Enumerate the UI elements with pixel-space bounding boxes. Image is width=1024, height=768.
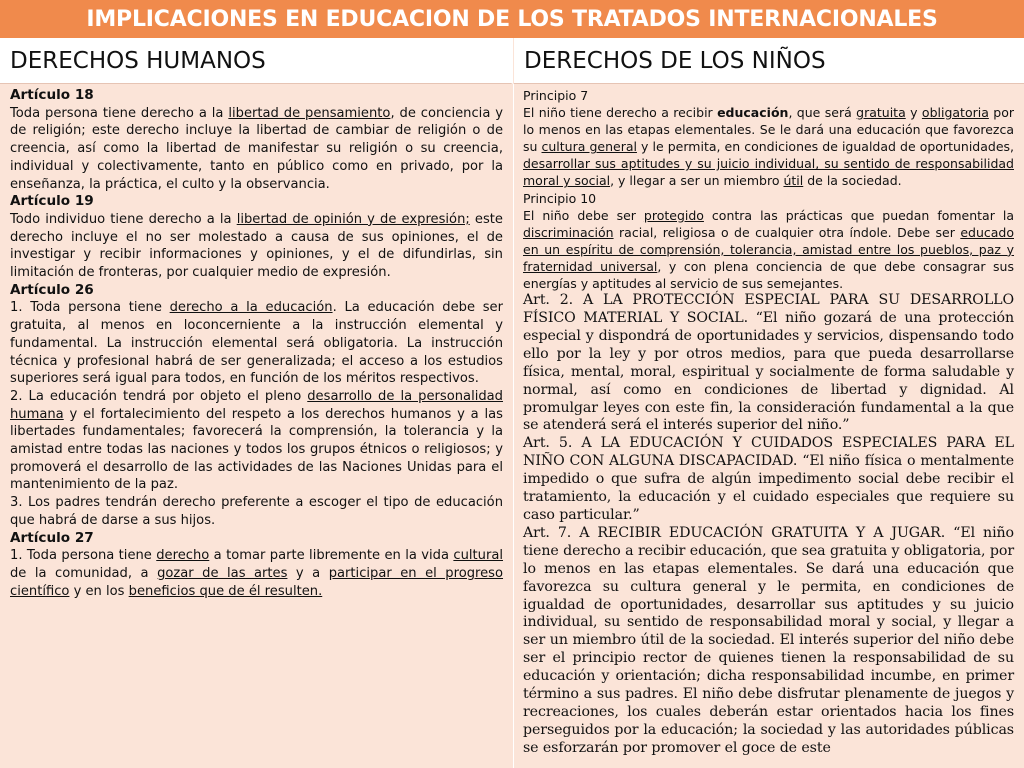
principio-10-text-part: El niño debe ser	[523, 207, 644, 223]
principio-7-text-part: de la sociedad.	[803, 173, 902, 189]
article-19-text	[10, 211, 503, 282]
derechos-humanos-column	[0, 84, 513, 768]
article-19-text-part: este derecho incluye el no ser molestado a causa de sus opiniones, el de investigar y recibir informaciones y opiniones, y el de difundirlas, sin limitación de fronteras, por cualquier medio de expresión.	[10, 211, 503, 281]
principio-7-underlined: útil	[783, 173, 804, 189]
principio-10-underlined: protegido	[643, 207, 704, 223]
principio-10-underlined: discriminación	[523, 224, 614, 240]
article-26-title: Artículo 26	[10, 281, 94, 298]
article-26-underlined: derecho a la educación	[169, 300, 333, 316]
principio-7-title: Principio 7	[523, 88, 589, 103]
article-26-text-part: 2. La educación tendrá por objeto el pleno	[10, 388, 308, 404]
article-19-title: Artículo 19	[10, 193, 94, 210]
article-26-text-part: y el fortalecimiento del respeto a los derechos humanos y a las libertades fundamentales; favorecerá la comprensión, la tolerancia y la amistad entre todas las naciones y todos los grupos étnicos o religiosos; y promoverá el desarrollo de las actividades de las Naciones Unidas para el mantenimiento de la paz.	[10, 406, 503, 493]
article-27-underlined: derecho	[156, 548, 210, 564]
principio-7-underlined: gratuita	[856, 105, 906, 121]
principio-10-text-part: , y con plena conciencia de que debe consagrar sus energías y aptitudes al servicio de sus semejantes.	[523, 258, 1014, 292]
principio-7-underlined: desarrollar sus aptitudes y su juicio individual, su sentido de responsabilidad moral y social	[523, 156, 1014, 189]
principio-7-text-part: y	[905, 105, 922, 121]
article-26-text-part: . La educación debe ser gratuita, al menos en loconcerniente a la instrucción elemental y fundamental. La instrucción elemental será obligatoria. La instrucción técnica y profesional habrá de ser generalizada; el acceso a los estudios superiores será igual para todos, en función de los méritos respectivos.	[10, 300, 503, 387]
article-18-text	[10, 105, 503, 194]
article-18-title: Artículo 18	[10, 87, 94, 103]
principio-10-text-part: racial, religiosa o de cualquier otra índole. Debe ser	[613, 224, 961, 240]
article-26-paragraph-2	[10, 388, 503, 494]
article-27-text-part: 1. Toda persona tiene	[10, 548, 157, 564]
article-27-text-part: y en los	[69, 583, 129, 599]
principio-7-text-part: por lo menos en las etapas elementales. Se le dará una educación que favorezca su	[523, 105, 1014, 155]
article-27-title: Artículo 27	[10, 529, 94, 546]
column-header-derechos-humanos: DERECHOS HUMANOS	[0, 38, 513, 84]
principio-10-text-part: contra las prácticas que puedan fomentar la	[703, 207, 1014, 223]
principio-10-text	[523, 207, 1014, 292]
article-27-underlined: cultural	[453, 548, 503, 564]
article-26-underlined: desarrollo de la personalidad humana	[10, 388, 503, 422]
principio-7-text-part: , que será	[788, 105, 857, 121]
principio-7-bold: educación	[717, 105, 789, 121]
principio-10-underlined: educado en un espíritu de comprensión, tolerancia, amistad entre los pueblos, paz y fraternidad universal	[523, 224, 1014, 274]
derechos-ninos-column	[514, 84, 1024, 768]
article-27-underlined: participar en el progreso científico	[10, 565, 504, 599]
principio-10-title: Principio 10	[523, 190, 597, 206]
article-27-underlined: beneficios que de él resulten.	[128, 583, 323, 599]
column-header-derechos-ninos: DERECHOS DE LOS NIÑOS	[514, 38, 1024, 84]
principio-7-text-part: , y llegar a ser un miembro	[610, 173, 784, 189]
article-5-text: Art. 5. A LA EDUCACIÓN Y CUIDADOS ESPECIALES PARA EL NIÑO CON ALGUNA DISCAPACIDAD. “El niño física o mentalmente impedido o que sufra de algún impedimento social debe recibir el tratamiento, la educación y el cuidado especiales que requiere su caso particular.”	[523, 435, 1014, 523]
article-27-text-part: de la comunidad, a	[10, 565, 158, 581]
article-19-text-part: Todo individuo tiene derecho a la	[10, 211, 237, 227]
slide-title: IMPLICACIONES EN EDUCACION DE LOS TRATADOS INTERNACIONALES	[0, 0, 1024, 38]
principio-7-text-part: y le permita, en condiciones de igualdad de oportunidades,	[636, 139, 1014, 155]
article-27-text-part: a tomar parte libremente en la vida	[209, 548, 454, 564]
principio-7-text-part: El niño tiene derecho a recibir	[523, 105, 718, 121]
article-27-underlined: gozar de las artes	[157, 565, 288, 581]
article-18-text-part: Toda persona tiene derecho a la	[10, 105, 229, 121]
article-26-paragraph-1	[10, 299, 503, 388]
article-18-text-part: , de conciencia y de religión; este derecho incluye la libertad de cambiar de religión o de creencia, así como la libertad de manifestar su religión o su creencia, individual y colectivamente, tanto en público como en privado, por la enseñanza, la práctica, el culto y la observancia.	[10, 105, 503, 192]
article-7-text: Art. 7. A RECIBIR EDUCACIÓN GRATUITA Y A JUGAR. “El niño tiene derecho a recibir educación, que sea gratuita y obligatoria, por lo menos en las etapas elementales. Se dará una educación que favorezca su cultura general y le permita, en condiciones de igualdad de oportunidades, desarrollar sus aptitudes y su juicio individual, su sentido de responsabilidad moral y social, y llegar a ser un miembro útil de la sociedad. El interés superior del niño debe ser el principio rector de quienes tienen la responsabilidad de su educación y orientación; dicha responsabilidad incumbe, en primer término a sus padres. El niño debe disfrutar plenamente de juegos y recreaciones, los cuales deberán estar orientados hacia los fines perseguidos por la educación; la sociedad y las autoridades públicas se esforzarán por promover el goce de este	[523, 524, 1014, 756]
article-19-underlined: libertad de opinión y de expresión;	[236, 211, 470, 227]
article-27-text	[10, 547, 503, 600]
principio-7-underlined: cultura general	[541, 139, 637, 155]
article-26-paragraph-3: 3. Los padres tendrán derecho preferente a escoger el tipo de educación que habrá de darse a sus hijos.	[10, 495, 503, 528]
principio-7-text	[523, 104, 1014, 189]
article-2-text: Art. 2. A LA PROTECCIÓN ESPECIAL PARA SU DESARROLLO FÍSICO MATERIAL Y SOCIAL. “El niño gozará de una protección especial y dispondrá de oportunidades y servicios, dispensando todo ello por la ley y por otros medios, para que pueda desarrollarse física, mental, moral, espiritual y socialmente de forma saludable y normal, así como en condiciones de libertad y dignidad. Al promulgar leyes con este fin, la consideración fundamental a la que se atenderá será el interés superior del niño.”	[523, 292, 1014, 434]
principio-7-underlined: obligatoria	[921, 105, 989, 121]
article-18-underlined: libertad de pensamiento	[228, 105, 391, 121]
article-26-text-part: 1. Toda persona tiene	[10, 300, 170, 316]
article-27-text-part: y a	[287, 565, 329, 581]
